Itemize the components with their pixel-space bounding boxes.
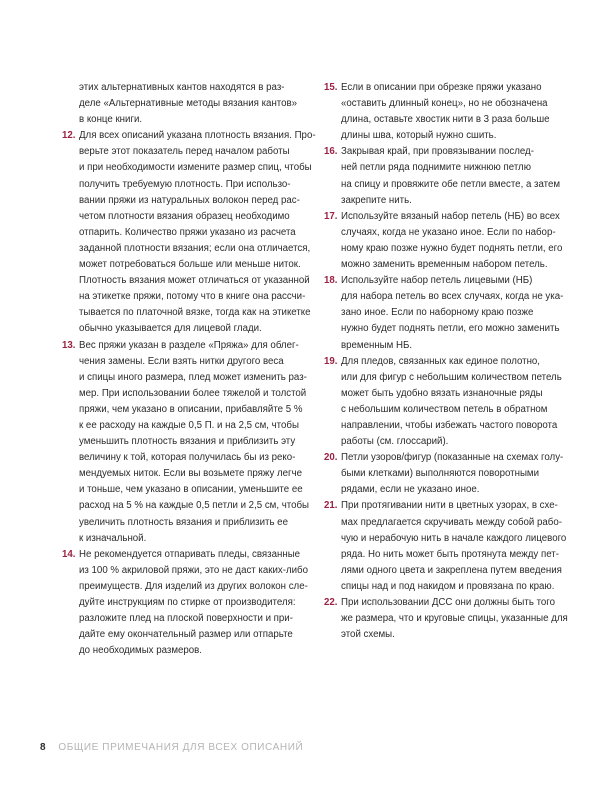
note-item-13 bbox=[62, 338, 310, 547]
note-item-17 bbox=[324, 209, 563, 273]
text-line: и тоньше, чем указано в описании, уменьшите ее bbox=[79, 484, 303, 496]
text-line: верьте этот показатель перед началом работы bbox=[79, 146, 290, 158]
text-line: преимуществ. Для изделий из других волокон сле- bbox=[79, 580, 308, 592]
text-line: работы (см. глоссарий). bbox=[341, 436, 449, 448]
text-line: Петли узоров/фигур (показанные на схемах голу- bbox=[341, 452, 564, 464]
text-line: заданной плотности вязания; если она отличается, bbox=[79, 242, 311, 254]
text-line: к изначальной. bbox=[79, 532, 147, 544]
text-line: получить требуемую плотность. При использо- bbox=[79, 178, 291, 190]
item-number: 15. bbox=[324, 82, 338, 93]
text-line: спицы над и под накидом и провязана по краю. bbox=[341, 580, 555, 592]
text-line: рядами, если не указано иное. bbox=[341, 484, 480, 496]
item-number: 14. bbox=[62, 548, 76, 560]
note-item-14 bbox=[62, 547, 308, 660]
text-line: четом плотности вязания образец необходимо bbox=[79, 210, 290, 222]
text-line: Используйте вязаный набор петель (НБ) во всех bbox=[341, 210, 560, 222]
text-line: «оставить длинный конец», но не обозначена bbox=[341, 98, 548, 110]
item-number: 16. bbox=[324, 146, 338, 158]
text-line: мендуемых ниток. Если вы возьмете пряжу легче bbox=[79, 468, 303, 480]
text-line: Не рекомендуется отпаривать пледы, связанные bbox=[79, 548, 301, 560]
item-number: 12. bbox=[62, 130, 76, 142]
text-line: обычно указывается для лицевой глади. bbox=[79, 323, 262, 335]
text-line: деле «Альтернативные методы вязания кантов» bbox=[79, 98, 298, 110]
item-number: 19. bbox=[324, 355, 338, 367]
text-line: временным НБ. bbox=[341, 339, 413, 351]
continuation-paragraph bbox=[62, 80, 297, 128]
text-line: При протягивании нити в цветных узорах, в схе- bbox=[341, 500, 558, 512]
note-item-22 bbox=[324, 595, 568, 643]
text-line: пряжи, чем указано в описании, прибавляйте 5 % bbox=[79, 403, 303, 415]
note-item-19 bbox=[324, 354, 562, 451]
text-line: дайте ему окончательный размер или отпарьте bbox=[79, 629, 293, 641]
text-line: же размера, что и круговые спицы, указанные для bbox=[341, 613, 568, 625]
note-item-21 bbox=[324, 498, 567, 595]
text-line: направлении, чтобы избежать частого поворота bbox=[341, 419, 558, 431]
note-item-16 bbox=[324, 144, 561, 208]
left-column bbox=[62, 80, 316, 659]
text-line: зано иное. Если по наборному краю позже bbox=[341, 307, 534, 319]
text-line: к ее расходу на каждые 0,5 П. и на 2,5 см, чтобы bbox=[79, 419, 299, 431]
text-line: Для пледов, связанных как единое полотно, bbox=[341, 355, 540, 367]
text-line: Для всех описаний указана плотность вязания. Про- bbox=[79, 130, 316, 142]
text-line: ней петли ряда поднимите нижнюю петлю bbox=[341, 162, 531, 174]
text-line: до необходимых размеров. bbox=[79, 645, 202, 657]
text-line: отпарить. Количество пряжи указано из расчета bbox=[79, 226, 296, 238]
text-line: в конце книги. bbox=[79, 114, 143, 126]
page-footer bbox=[40, 741, 303, 755]
text-line: этой схемы. bbox=[341, 629, 395, 641]
text-line: величину к той, которая получилась бы из реко- bbox=[79, 452, 296, 464]
text-line: нужно будет поднять петли, его можно заменить bbox=[341, 323, 560, 335]
text-line: мах предлагается скручивать между собой рабо- bbox=[341, 516, 562, 528]
text-line: ряда. Но нить может быть протянута между пет- bbox=[341, 548, 559, 560]
text-line: дуйте инструкциям по стирке от производителя: bbox=[79, 597, 296, 608]
text-line: чения замены. Если взять нитки другого веса bbox=[79, 355, 284, 367]
text-line: вании пряжи из натуральных волокон перед рас- bbox=[79, 194, 300, 206]
text-line: разложите плед на плоской поверхности и при- bbox=[79, 613, 293, 625]
text-line: и при необходимости измените размер спиц, чтобы bbox=[79, 162, 312, 174]
item-number: 22. bbox=[324, 597, 338, 608]
text-line: случаях, когда не указано иное. Если по набор- bbox=[341, 226, 556, 238]
text-line: из 100 % акриловой пряжи, это не даст каких-либо bbox=[79, 564, 308, 576]
text-line: мер. При использовании более тяжелой и толстой bbox=[79, 387, 307, 399]
text-line: лями одного цвета и закреплена путем введения bbox=[341, 564, 562, 576]
text-line: и спицы иного размера, плед может изменить раз- bbox=[79, 371, 307, 383]
text-line: можно заменить временным набором петель. bbox=[341, 259, 548, 271]
note-item-15 bbox=[324, 80, 556, 144]
text-line: на спицу и провяжите обе петли вместе, а затем bbox=[341, 178, 561, 190]
text-line: Плотность вязания может отличаться от указанной bbox=[79, 275, 310, 287]
item-number: 21. bbox=[324, 500, 338, 512]
text-line: Вес пряжи указан в разделе «Пряжа» для облег- bbox=[79, 339, 299, 351]
right-column bbox=[324, 80, 568, 643]
note-item-20 bbox=[324, 450, 564, 498]
text-line: для набора петель во всех случаях, когда не ука- bbox=[341, 291, 564, 303]
text-line: тывается по платочной вязке, тогда как на этикетке bbox=[79, 307, 311, 319]
note-item-12 bbox=[62, 128, 316, 337]
text-line: Используйте набор петель лицевыми (НБ) bbox=[341, 275, 533, 287]
text-line: быми клетками) выполняются поворотными bbox=[341, 468, 539, 480]
text-line: длина, оставьте хвостик нити в 3 раза больше bbox=[341, 114, 550, 126]
item-number: 20. bbox=[324, 452, 338, 464]
text-line: или для фигур с небольшим количеством петель bbox=[341, 371, 562, 383]
text-line: ному краю позже нужно будет поднять петли, его bbox=[341, 242, 563, 254]
text-line: уменьшить плотность вязания и приблизить эту bbox=[79, 436, 296, 448]
item-number: 17. bbox=[324, 210, 338, 222]
text-line: может потребоваться больше или меньше ниток. bbox=[79, 259, 301, 271]
text-line: При использовании ДСС они должны быть того bbox=[341, 597, 555, 608]
text-line: длины шва, который нужно сшить. bbox=[341, 130, 497, 142]
text-line: на этикетке пряжи, потому что в книге она рассчи- bbox=[79, 291, 306, 303]
running-section-title: ОБЩИЕ ПРИМЕЧАНИЯ ДЛЯ ВСЕХ ОПИСАНИЙ bbox=[58, 742, 304, 753]
text-line: закрепите нить. bbox=[341, 194, 412, 206]
text-line: с небольшим количеством петель в обратном bbox=[341, 403, 548, 415]
item-number: 18. bbox=[324, 275, 338, 287]
page-number: 8 bbox=[40, 742, 46, 753]
text-line: увеличить плотность вязания и приблизить ее bbox=[79, 516, 288, 528]
text-line: Закрывая край, при провязывании послед- bbox=[341, 146, 534, 158]
text-line: Если в описании при обрезке пряжи указано bbox=[341, 82, 542, 93]
text-line: чую и нерабочую нить в начале каждого лицевого bbox=[341, 532, 567, 544]
text-line: может быть удобно вязать изнаночные ряды bbox=[341, 387, 543, 399]
item-number: 13. bbox=[62, 339, 76, 351]
text-line: этих альтернативных кантов находятся в раз- bbox=[79, 82, 285, 93]
text-line: расход на 5 % на каждые 0,5 петли и 2,5 см, чтобы bbox=[79, 500, 310, 512]
note-item-18 bbox=[324, 273, 564, 353]
